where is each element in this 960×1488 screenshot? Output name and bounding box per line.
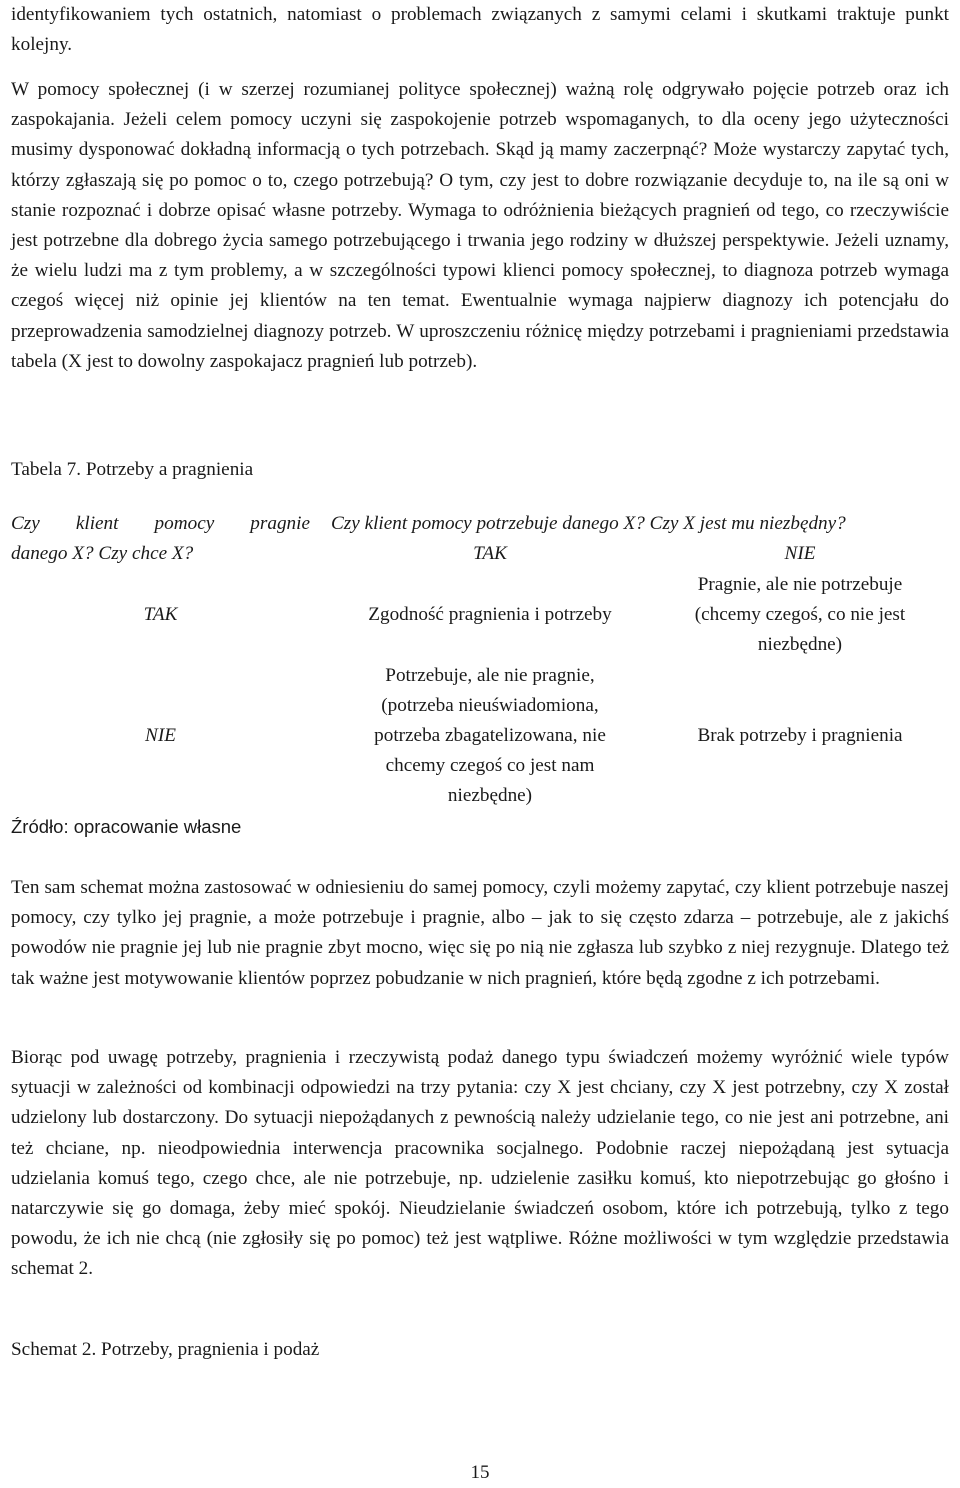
cell-nie-tak-line-5: niezbędne) xyxy=(447,785,533,806)
column-header-tak: TAK xyxy=(473,543,507,564)
column-header: Czy klient pomocy potrzebuje danego X? Czy X jest mu niezbędny? xyxy=(331,513,846,534)
cell-nie-nie: Brak potrzeby i pragnienia xyxy=(697,725,903,746)
cell-tak-tak: Zgodność pragnienia i potrzeby xyxy=(368,604,612,625)
cell-nie-tak-line-1: Potrzebuje, ale nie pragnie, xyxy=(385,665,595,686)
cell-nie-tak-line-3: potrzeba zbagatelizowana, nie xyxy=(374,725,606,746)
column-header-nie: NIE xyxy=(784,543,816,564)
cell-nie-tak-line-4: chcemy czegoś co jest nam xyxy=(385,755,595,776)
row-header-line-2: danego X? Czy chce X? xyxy=(11,543,194,564)
schema-caption: Schemat 2. Potrzeby, pragnienia i podaż xyxy=(11,1339,320,1360)
table-source: Źródło: opracowanie własne xyxy=(11,816,242,837)
row-label-tak: TAK xyxy=(143,604,178,625)
cell-nie-tak xyxy=(331,661,649,811)
table-caption: Tabela 7. Potrzeby a pragnienia xyxy=(11,459,254,480)
paragraph-2 xyxy=(11,75,949,377)
paragraph-2-text: W pomocy społecznej (i w szerzej rozumianej polityce społecznej) ważną rolę odgrywało pojęcie potrzeb oraz ich zaspokajania. Jeżeli celem pomocy uczyni się zaspokojenie potrzeb wspomaganych, to dla oceny jego użyteczności musimy dysponować dokładną informacją o tych potrzebach. Skąd ją mamy zaczerpnąć? Może wystarczy zapytać tych, którzy zgłaszają się po pomoc o to, czego potrzebują? O tym, czy jest to dobre rozwiązanie decyduje to, na ile są oni w stanie rozpoznać i dobrze opisać własne potrzeby. Wymaga to odróżnienia bieżących pragnień od tego, co rzeczywiście jest potrzebne dla dobrego życia samego potrzebującego i trwania jego rodziny w dłuższej perspektywie. Jeżeli uznamy, że wielu ludzi ma z tym problemy, a w szczególności typowi klienci pomocy społecznej, to diagnoza potrzeb wymaga czegoś więcej niż opinie jej klientów na ten temat. Ewentualnie wymaga najpierw diagnozy ich potencjału do przeprowadzenia samodzielnej diagnozy potrzeb. W uproszczeniu różnicę między potrzebami i pragnieniami przedstawia tabela (X jest to dowolny zaspokajacz pragnień lub potrzeb). xyxy=(11,79,949,372)
paragraph-4-text: Biorąc pod uwagę potrzeby, pragnienia i rzeczywistą podaż danego typu świadczeń możemy wyróżnić wiele typów sytuacji w zależności od kombinacji odpowiedzi na trzy pytania: czy X jest chciany, czy X jest potrzebny, czy X został udzielony lub dostarczony. Do sytuacji niepożądanych z pewnością należy udzielanie tego, co nie jest ani potrzebne, ani też chciane, np. nieodpowiednia interwencja pracownika socjalnego. Podobnie raczej niepożądaną jest sytuacja udzielania komuś tego, czego chce, ale nie potrzebuje, np. udzielenie zasiłku komuś, kto niepotrzebując go głośno i natarczywie się go domaga, żeby mieć spokój. Nieudzielanie świadczeń osobom, które ich potrzebują, tylko z tego powodu, że ich nie chcą (nie zgłosiły się po pomoc) też jest wątpliwe. Różne możliwości w tym względzie przedstawia schemat 2. xyxy=(11,1047,949,1280)
cell-tak-nie-line-3: niezbędne) xyxy=(757,634,843,655)
page-number: 15 xyxy=(470,1462,490,1483)
cell-nie-tak-line-2: (potrzeba nieuświadomiona, xyxy=(381,695,599,716)
row-header-line-1: Czy klient pomocy pragnie xyxy=(11,513,310,534)
cell-tak-nie-line-1: Pragnie, ale nie potrzebuje xyxy=(697,574,903,595)
needs-wants-table xyxy=(11,509,949,809)
paragraph-3 xyxy=(11,873,949,994)
cell-tak-nie xyxy=(651,570,949,660)
paragraph-3-text: Ten sam schemat można zastosować w odniesieniu do samej pomocy, czyli możemy zapytać, czy klient potrzebuje naszej pomocy, czy tylko jej pragnie, a może potrzebuje i pragnie, albo – jak to się często zdarza – potrzebuje, ale z jakichś powodów nie pragnie jej lub nie pragnie zbyt mocno, więc się po nią nie zgłasza lub szybko z niej rezygnuje. Dlatego też tak ważne jest motywowanie klientów poprzez pobudzanie w nich pragnień, które będą zgodne z ich potrzebami. xyxy=(11,877,949,989)
paragraph-1 xyxy=(11,0,949,60)
paragraph-1-text: identyfikowaniem tych ostatnich, natomiast o problemach związanych z samymi celami i skutkami traktuje punkt kolejny. xyxy=(11,4,949,56)
cell-tak-nie-line-2: (chcemy czegoś, co nie jest xyxy=(694,604,906,625)
row-label-nie: NIE xyxy=(145,725,176,746)
paragraph-4 xyxy=(11,1043,949,1285)
row-header xyxy=(11,509,310,569)
